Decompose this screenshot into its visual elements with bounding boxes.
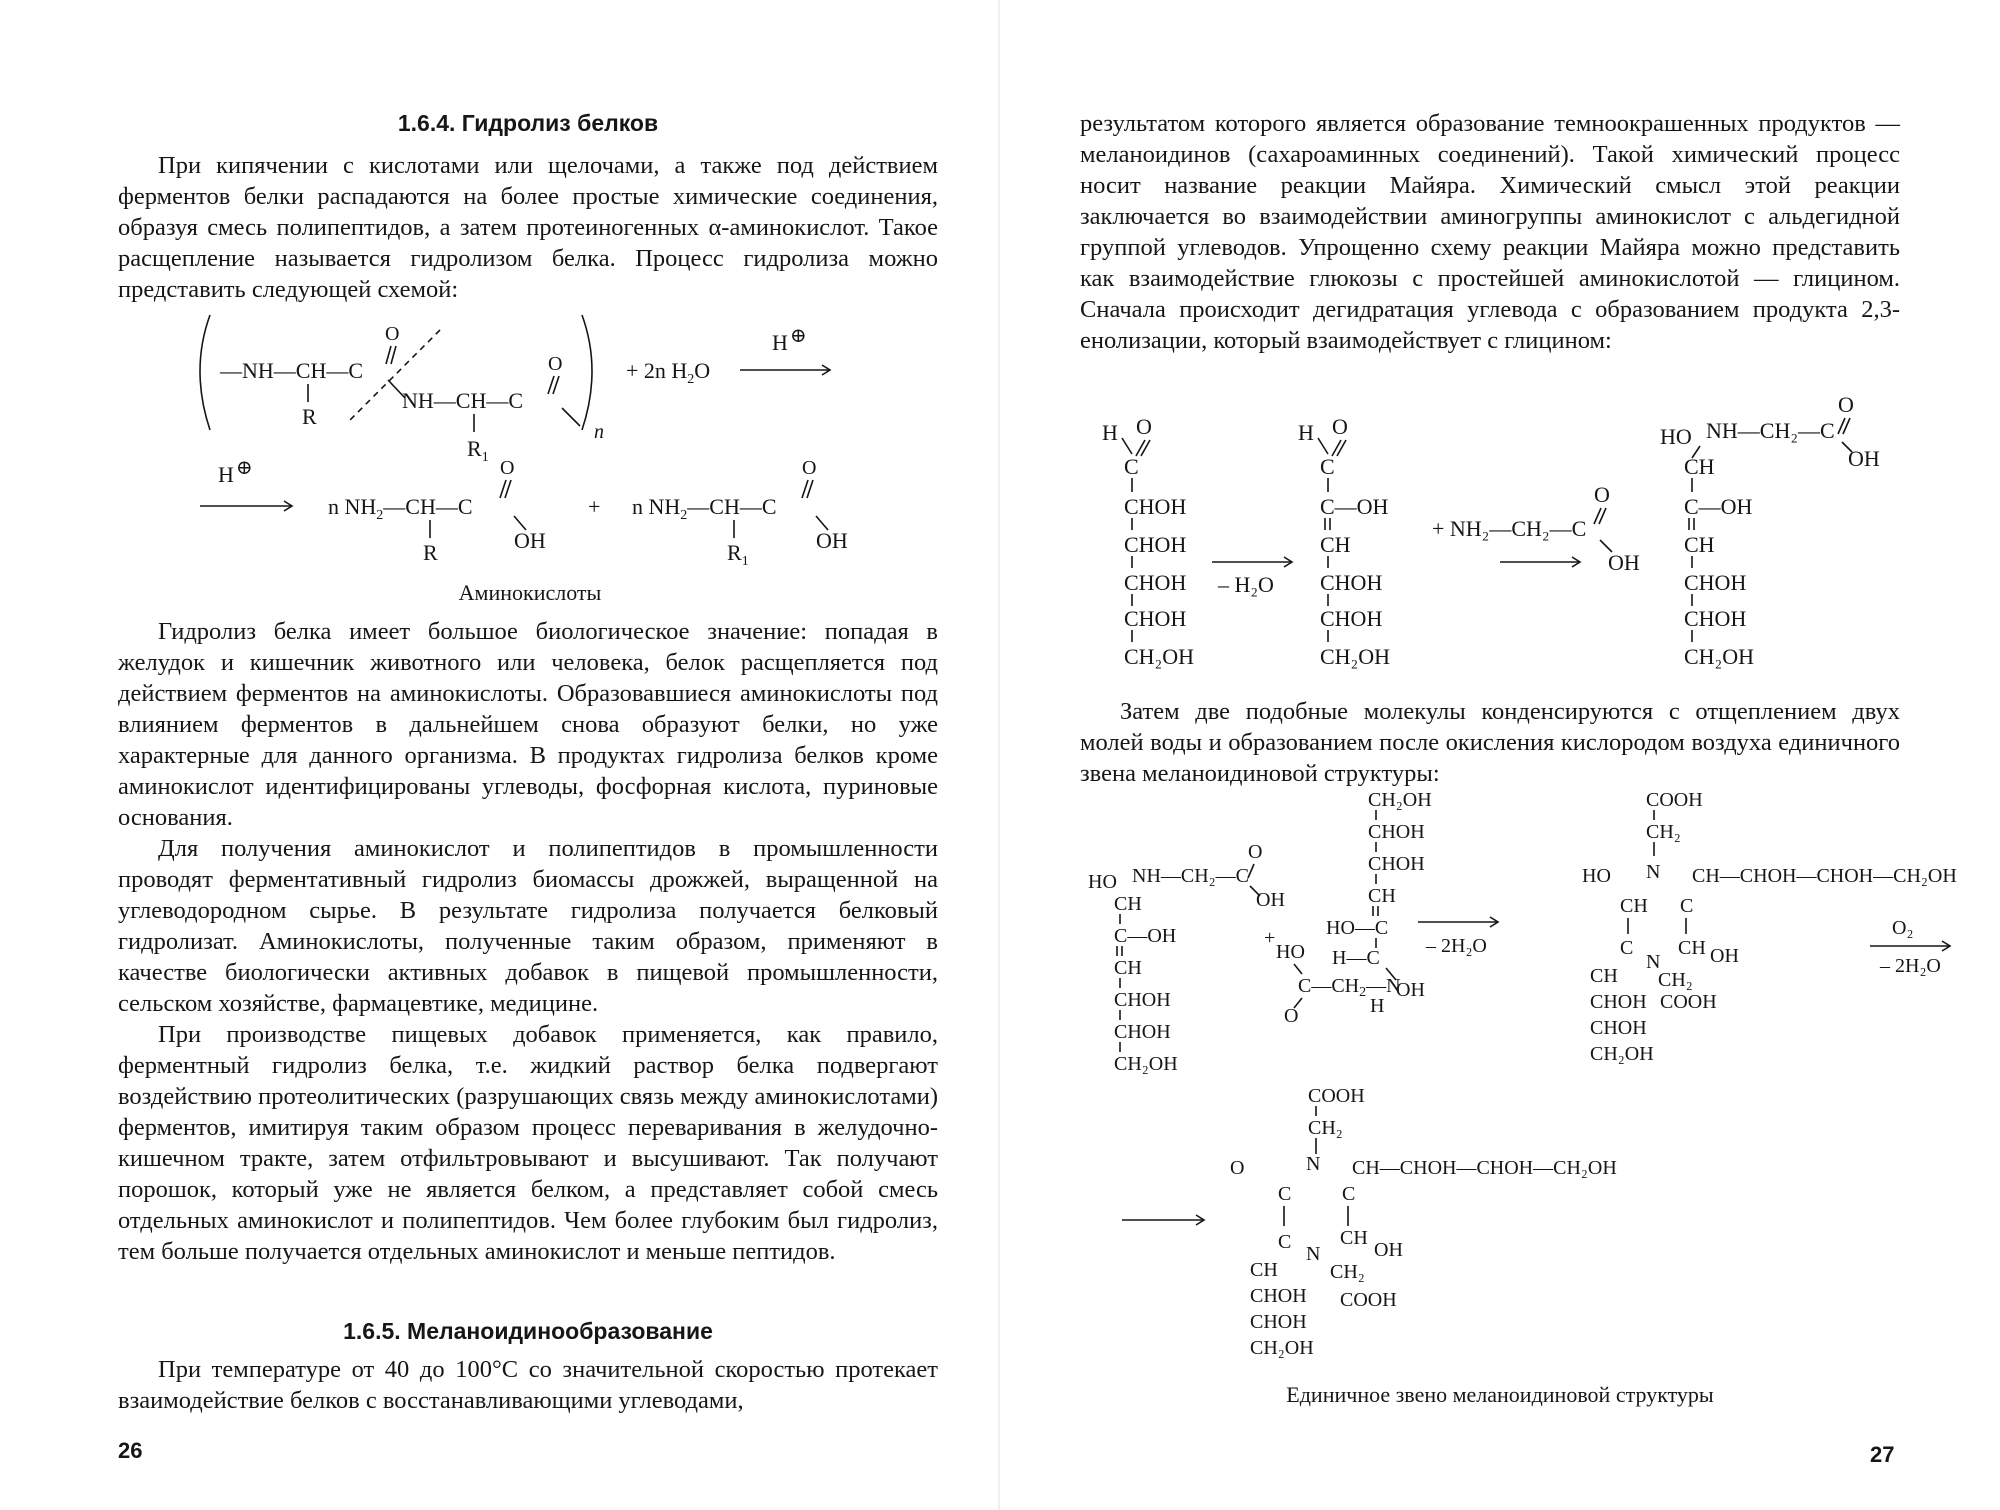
scheme-nh-chain: —NH—CH—C bbox=[220, 358, 364, 383]
molB-oh: OH bbox=[1396, 979, 1425, 1001]
enol-choh-1: CHOH bbox=[1320, 570, 1383, 595]
dimer-ch2oh: CH₂OH bbox=[1590, 1043, 1654, 1065]
glucose-choh-2: CHOH bbox=[1124, 532, 1187, 557]
scheme-r1: $R_1$ bbox=[467, 436, 489, 465]
left-body bbox=[118, 616, 938, 1267]
enol-o: O bbox=[1332, 414, 1348, 439]
product-ch: CH bbox=[1684, 454, 1715, 479]
dimer-cooh-2: COOH bbox=[1660, 991, 1717, 1013]
molB-ho: HO bbox=[1276, 941, 1305, 963]
hydrolysis-scheme bbox=[180, 310, 880, 620]
molA-choh-2: CHOH bbox=[1114, 1021, 1171, 1043]
molB-ch2oh: CH₂OH bbox=[1368, 789, 1432, 811]
right-paragraph-1 bbox=[1080, 108, 1900, 356]
dimer-ch-1: CH bbox=[1620, 895, 1648, 917]
unit-o: O bbox=[1230, 1157, 1245, 1179]
product-nh-ch2: NH—CH₂—C bbox=[1706, 418, 1835, 443]
glucose-ch2oh: CH₂OH bbox=[1124, 644, 1195, 669]
scheme-r-2: R bbox=[423, 540, 438, 565]
dimer-choh-2: CHOH bbox=[1590, 1017, 1647, 1039]
unit-c-1: C bbox=[1278, 1183, 1292, 1205]
intro-text: При кипячении с кислотами или щелочами, а также под действием ферментов белки распадаются на более простые химические соединения, образуя смесь полипептидов, а затем протеиногенных α-аминокислот. Такое расщепление называется гидролизом белка. Процесс гидролиза можно представить следующей схемой: bbox=[118, 152, 938, 303]
melanoidin-caption: Единичное звено меланоидиновой структуры bbox=[1286, 1382, 1714, 1407]
molB-ch: CH bbox=[1368, 885, 1396, 907]
melanoidin-unit bbox=[1120, 1080, 1880, 1380]
enol-ch: CH bbox=[1320, 532, 1351, 557]
paragraph-biological: Гидролиз белка имеет большое биологическое значение: попадая в желудок и кишечник животного или человека, белок расщепляется под действием ферментов на аминокислоты. Образовавшиеся аминокислоты под влиянием ферментов в дальнейшем снова образуют белки, но уже характерные для данного организма. В продуктах гидролиза белков кроме аминокислот идентифицированы углеводы, фосфорная кислота, пуриновые основания. bbox=[118, 618, 938, 831]
scheme-o-2: O bbox=[548, 353, 563, 375]
plus-sign: + bbox=[1264, 927, 1276, 949]
dimer-c-1: C bbox=[1680, 895, 1694, 917]
unit-cooh: COOH bbox=[1308, 1085, 1365, 1107]
enol-choh-2: CHOH bbox=[1320, 606, 1383, 631]
amino-acids-caption: Аминокислоты bbox=[458, 580, 602, 605]
molB-c-ch2: $C—CH_2—N$ bbox=[1298, 975, 1401, 1000]
enol-h: H bbox=[1298, 420, 1314, 445]
scheme-plus-circle-1: ⊕ bbox=[790, 325, 807, 347]
scheme-r: R bbox=[302, 404, 317, 429]
scheme-o-1: O bbox=[385, 323, 400, 345]
condensation-text: Затем две подобные молекулы конденсируются с отщеплением двух молей воды и образованием после окисления кислородом воздуха единичного звена меланоидиновой структуры: bbox=[1080, 698, 1900, 787]
unit-ch2oh: CH₂OH bbox=[1250, 1337, 1314, 1359]
molB-choh-1: CHOH bbox=[1368, 821, 1425, 843]
molB-o: O bbox=[1284, 1005, 1299, 1027]
dimer-ch-2: CH bbox=[1678, 937, 1706, 959]
product-oh: OH bbox=[1848, 446, 1880, 471]
scheme-water: + 2n $H_2O$ bbox=[626, 358, 711, 387]
molA-oh: OH bbox=[1256, 889, 1285, 911]
glycine-oh: OH bbox=[1608, 550, 1640, 575]
unit-c-3: C bbox=[1278, 1231, 1292, 1253]
molA-ch-2: CH bbox=[1114, 957, 1142, 979]
melanoidin-paragraph bbox=[118, 1354, 938, 1416]
scheme-r1-2: $R_1$ bbox=[727, 540, 749, 569]
maillard-scheme-1 bbox=[1100, 390, 1900, 675]
molA-ch: CH bbox=[1114, 893, 1142, 915]
dimer-ch-3: CH bbox=[1590, 965, 1618, 987]
scheme-nh-chain-2: NH—CH—C bbox=[402, 388, 524, 413]
molA-c-oh: C—OH bbox=[1114, 925, 1177, 947]
molB-choh-2: CHOH bbox=[1368, 853, 1425, 875]
molB-h-c: H—C bbox=[1332, 947, 1380, 969]
product-ch-2: CH bbox=[1684, 532, 1715, 557]
product-choh-1: CHOH bbox=[1684, 570, 1747, 595]
molA-nh-ch2: NH—CH₂—C bbox=[1132, 865, 1249, 887]
unit-cooh-2: COOH bbox=[1340, 1289, 1397, 1311]
scheme-product-1: n $NH_2—CH—C$ bbox=[328, 494, 473, 523]
product-ch2oh: CH₂OH bbox=[1684, 644, 1755, 669]
intro-paragraph bbox=[118, 150, 938, 305]
glucose-o: O bbox=[1136, 414, 1152, 439]
molA-ho: HO bbox=[1088, 871, 1117, 893]
dimer-cooh: COOH bbox=[1646, 789, 1703, 811]
dimer-oh: OH bbox=[1710, 945, 1739, 967]
enol-c-oh: C—OH bbox=[1320, 494, 1389, 519]
scheme-product-2: n $NH_2—CH—C$ bbox=[632, 494, 777, 523]
glucose-c1: C bbox=[1124, 454, 1139, 479]
unit-ch2: CH₂ bbox=[1308, 1117, 1343, 1139]
dimer-ch2: CH₂ bbox=[1646, 821, 1681, 843]
product-choh-2: CHOH bbox=[1684, 606, 1747, 631]
right-page bbox=[1000, 0, 2000, 1510]
molA-ch2oh: CH₂OH bbox=[1114, 1053, 1178, 1075]
molA-o: O bbox=[1248, 841, 1263, 863]
glycine-formula: + NH₂—CH₂—C bbox=[1432, 516, 1587, 541]
glucose-h: H bbox=[1102, 420, 1118, 445]
enol-c1: C bbox=[1320, 454, 1335, 479]
page-number-right: 27 bbox=[1870, 1442, 1895, 1467]
maillard-text: результатом которого является образование темноокрашенных продуктов — меланоидинов (сахароаминных соединений). Такой химический процесс носит название реакции Майяра. Химический смысл этой реакции заключается во взаимодействии аминогруппы аминокислот с альдегидной группой углеводов. Упрощенно схему реакции Майяра можно представить как взаимодействие глюкозы с простейшей аминокислотой — глицином. Сначала происходит дегидратация углевода с образованием продукта 2,3-енолизации, который взаимодействует с глицином: bbox=[1080, 110, 1900, 354]
scheme-plus-circle-2: ⊕ bbox=[236, 457, 253, 479]
glucose-choh-1: CHOH bbox=[1124, 494, 1187, 519]
minus-2h2o-1: – 2H₂O bbox=[1426, 935, 1487, 957]
page-number-left: 26 bbox=[118, 1438, 143, 1463]
unit-n2: N bbox=[1306, 1243, 1321, 1265]
unit-oh: OH bbox=[1374, 1239, 1403, 1261]
paragraph-industry: Для получения аминокислот и полипептидов в промышленности проводят ферментативный гидролиз биомассы дрожжей, выращенной на углеводородном сырье. В результате гидролиза получается белковый гидролизат. Аминокислоты, полученные таким образом, применяют в качестве биологически активных добавок в пищевой промышленности, сельском хозяйстве, фармацевтике, медицине. bbox=[118, 835, 938, 1017]
unit-c-2: C bbox=[1342, 1183, 1356, 1205]
unit-choh-1: CHOH bbox=[1250, 1285, 1307, 1307]
product-ho: HO bbox=[1660, 424, 1692, 449]
product-o: O bbox=[1838, 392, 1854, 417]
minus-h2o-label: – H₂O bbox=[1218, 572, 1274, 597]
scheme-oh-2: OH bbox=[816, 528, 848, 553]
glucose-choh-3: CHOH bbox=[1124, 570, 1187, 595]
scheme-o-4: O bbox=[802, 457, 817, 479]
oxygen-label: O₂ bbox=[1892, 917, 1914, 939]
dimer-c-2: C bbox=[1620, 937, 1634, 959]
minus-2h2o-2: – 2H₂O bbox=[1880, 955, 1941, 977]
scheme-plus: + bbox=[588, 494, 601, 519]
right-paragraph-2 bbox=[1080, 696, 1900, 789]
dimer-n1: N bbox=[1646, 861, 1661, 883]
unit-ch2-2: CH₂ bbox=[1330, 1261, 1365, 1283]
product-c-oh: C—OH bbox=[1684, 494, 1753, 519]
dimer-chain: CH—CHOH—CHOH—CH₂OH bbox=[1692, 865, 1957, 887]
molB-h: H bbox=[1370, 995, 1385, 1017]
glucose-choh-4: CHOH bbox=[1124, 606, 1187, 631]
scheme-catalyst-2: H bbox=[218, 462, 234, 487]
melanoidin-text: При температуре от 40 до 100°С со значительной скоростью протекает взаимодействие белков с восстанавливающими углеводами, bbox=[118, 1356, 938, 1414]
unit-choh-2: CHOH bbox=[1250, 1311, 1307, 1333]
scheme-oh-1: OH bbox=[514, 528, 546, 553]
unit-chain: CH—CHOH—CHOH—CH₂OH bbox=[1352, 1157, 1617, 1179]
enol-ch2oh: CH₂OH bbox=[1320, 644, 1391, 669]
dimer-n2: N bbox=[1646, 951, 1661, 973]
scheme-n: n bbox=[594, 421, 604, 443]
maillard-scheme-2 bbox=[1080, 786, 1960, 1086]
section-title-hydrolysis: 1.6.4. Гидролиз белков bbox=[397, 110, 659, 136]
dimer-ch2-2: CH₂ bbox=[1658, 969, 1693, 991]
dimer-ho: HO bbox=[1582, 865, 1611, 887]
molB-ho-c: HO—C bbox=[1326, 917, 1389, 939]
molA-choh-1: CHOH bbox=[1114, 989, 1171, 1011]
unit-ch-2: CH bbox=[1250, 1259, 1278, 1281]
unit-ch: CH bbox=[1340, 1227, 1368, 1249]
scheme-o-3: O bbox=[500, 457, 515, 479]
glycine-o: O bbox=[1594, 482, 1610, 507]
section-title-melanoidin: 1.6.5. Меланоидинообразование bbox=[343, 1318, 713, 1344]
paragraph-food-additives: При производстве пищевых добавок применяется, как правило, ферментный гидролиз белка, т.е. жидкий раствор белка подвергают воздействию протеолитических (разрушающих связь между аминокислотами) ферментов, имитируя таким образом процесс переваривания в желудочно-кишечном тракте, затем отфильтровывают и высушивают. Так получают порошок, который уже не является белком, а представляет собой смесь отдельных аминокислот и полипептидов. Чем более глубоким был гидролиз, тем больше получается отдельных аминокислот и меньше пептидов. bbox=[118, 1021, 938, 1265]
dimer-choh-1: CHOH bbox=[1590, 991, 1647, 1013]
unit-n1: N bbox=[1306, 1153, 1321, 1175]
scheme-catalyst-1: H bbox=[772, 330, 788, 355]
